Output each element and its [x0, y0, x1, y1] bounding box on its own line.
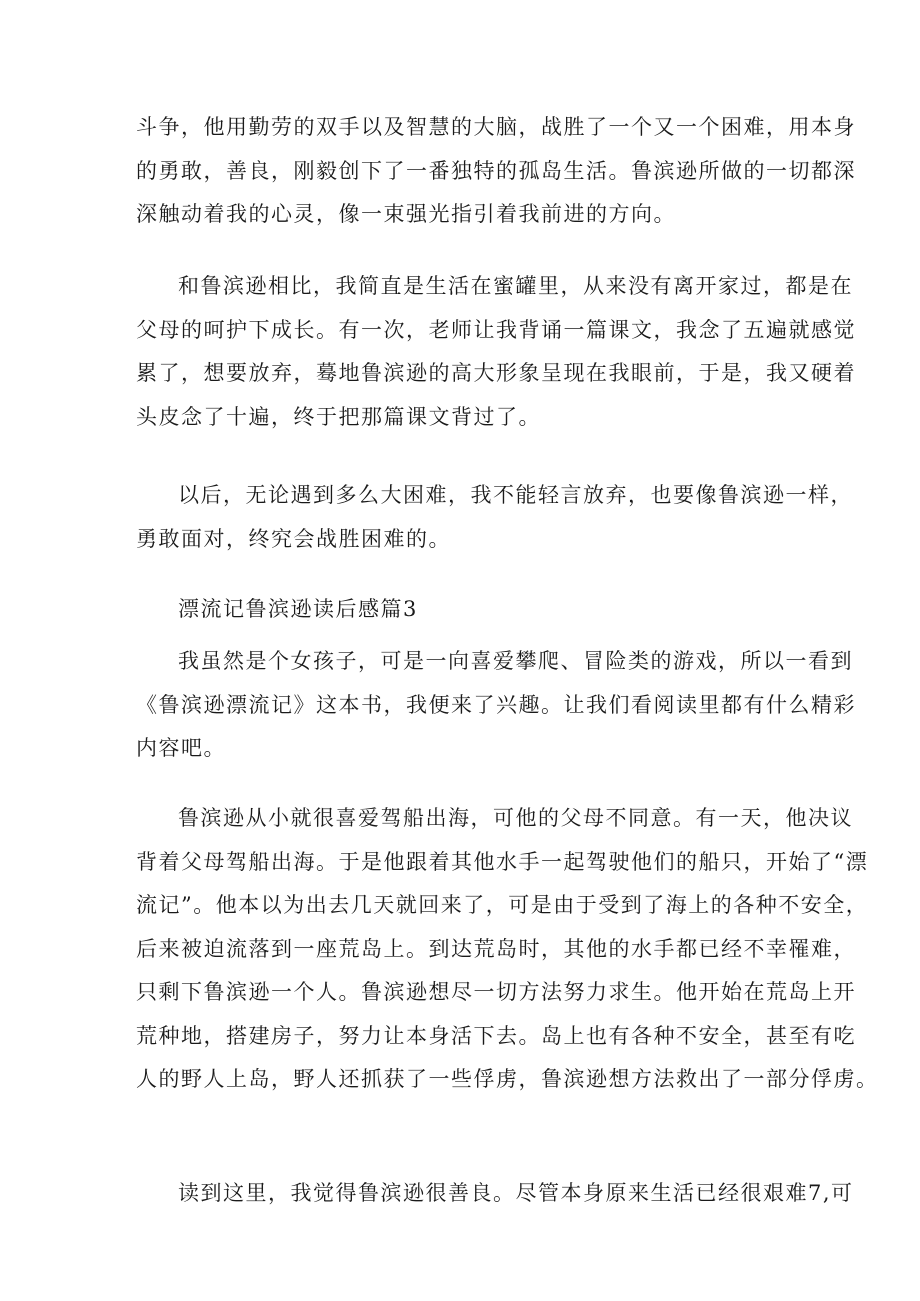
paragraph-5-line-3: 流记”。他本以为出去几天就回来了，可是由于受到了海上的各种不安全， — [136, 893, 869, 917]
paragraph-5-line-7: 人的野人上岛，野人还抓获了一些俘虏，鲁滨逊想方法救出了一部分俘虏。 — [136, 1067, 879, 1091]
paragraph-1-line-1: 斗争，他用勤劳的双手以及智慧的大脑，战胜了一个又一个困难，用本身 — [136, 115, 856, 139]
paragraph-6 — [136, 1172, 854, 1216]
paragraph-3 — [136, 474, 853, 561]
paragraph-5-line-4: 后来被迫流落到一座荒岛上。到达荒岛时，其他的水手都已经不幸罹难， — [136, 936, 856, 961]
paragraph-2-line-3: 累了，想要放弃，蓦地鲁滨逊的高大形象呈现在我眼前，于是，我又硬着 — [136, 361, 856, 385]
paragraph-4 — [136, 640, 856, 771]
paragraph-5-line-6: 荒种地，搭建房子，努力让本身活下去。岛上也有各种不安全，甚至有吃 — [136, 1023, 856, 1048]
paragraph-4-line-2: 《鲁滨逊漂流记》这本书，我便来了兴趣。让我们看阅读里都有什么精彩 — [136, 692, 856, 717]
paragraph-2 — [136, 265, 856, 439]
paragraph-2-line-4: 头皮念了十遍，终于把那篇课文背过了。 — [136, 404, 541, 429]
paragraph-5-line-5: 只剩下鲁滨逊一个人。鲁滨逊想尽一切方法努力求生。他开始在荒岛上开 — [136, 980, 856, 1004]
paragraph-5-line-2: 背着父母驾船出海。于是他跟着其他水手一起驾驶他们的船只，开始了“漂 — [136, 849, 869, 874]
paragraph-6-line-1: 读到这里，我觉得鲁滨逊很善良。尽管本身原来生活已经很艰难7,可 — [178, 1181, 854, 1205]
paragraph-5-line-1: 鲁滨逊从小就很喜爱驾船出海，可他的父母不同意。有一天，他决议 — [178, 806, 853, 830]
paragraph-5 — [136, 797, 879, 1102]
paragraph-4-line-3: 内容吧。 — [136, 736, 226, 760]
paragraph-3-line-1: 以后，无论遇到多么大困难，我不能轻言放弃，也要像鲁滨逊一样， — [178, 483, 853, 507]
paragraph-2-line-2: 父母的呵护下成长。有一次，老师让我背诵一篇课文，我念了五遍就感觉 — [136, 317, 856, 342]
paragraph-1 — [136, 106, 856, 237]
paragraph-1-line-2: 的勇敢，善良，刚毅创下了一番独特的孤岛生活。鲁滨逊所做的一切都深 — [136, 158, 856, 183]
section-heading-text: 漂流记鲁滨逊读后感篇3 — [178, 597, 418, 621]
section-heading — [136, 588, 786, 632]
paragraph-3-line-2: 勇敢面对，终究会战胜困难的。 — [136, 526, 451, 551]
paragraph-2-line-1: 和鲁滨逊相比，我简直是生活在蜜罐里，从来没有离开家过，都是在 — [178, 274, 853, 298]
paragraph-1-line-3: 深触动着我的心灵，像一束强光指引着我前进的方向。 — [136, 202, 676, 226]
paragraph-4-line-1: 我虽然是个女孩子，可是一向喜爱攀爬、冒险类的游戏，所以一看到 — [178, 649, 853, 673]
